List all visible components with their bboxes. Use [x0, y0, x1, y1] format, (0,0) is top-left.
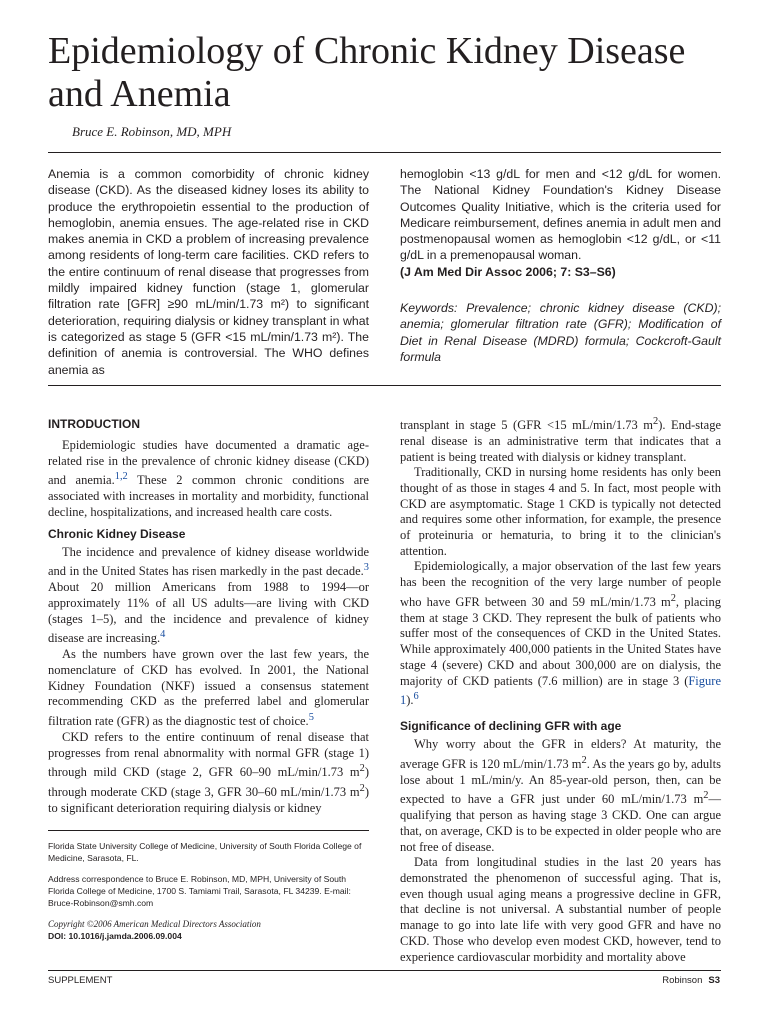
footnotes: [48, 840, 369, 942]
ckd-p3-b: ) through moderate CKD (stage 3, GFR 30–60 mL/min/1.73 m: [48, 765, 369, 800]
gfr-p1-c: —qualifying that person as having stage 3 CKD. One can argue that, on average, CKD is to be expected in older people who are not free of disease.: [400, 792, 721, 854]
footer-divider: [48, 970, 721, 971]
section-heading-introduction: INTRODUCTION: [48, 417, 140, 431]
doi: DOI: 10.1016/j.jamda.2006.09.004: [48, 931, 182, 941]
intro-tail: These 2 common chronic conditions are associated with increases in mortality and morbidity, functional decline, hospitalizations, and increased health care costs.: [48, 473, 369, 519]
abstract-text-left: Anemia is a common comorbidity of chronic kidney disease (CKD). As the diseased kidney loses its ability to produce the erythropoietin essential to the production of hemoglobin, anemia ensues. The age-related rise in CKD makes anemia in CKD a problem of increasing prevalence among residents of long-term care facilities. CKD refers to the entire continuum of renal disease that progresses from mildly impaired kidney function (stage 1, glomerular filtration rate [GFR] ≥90 mL/min/1.73 m²) to significant deterioration, requiring dialysis or kidney transplant in what is categorized as stage 5 (GFR <15 mL/min/1.73 m²). The definition of anemia is controversial. The WHO defines anemia as: [48, 167, 369, 377]
section-heading-ckd: Chronic Kidney Disease: [48, 526, 186, 541]
intro-text: Epidemiologic studies have documented a dramatic age-related rise in the prevalence of chronic kidney disease (CKD) and anemia.: [48, 438, 369, 488]
superscript-2: 2: [359, 763, 365, 775]
ckd-paragraph-1: [48, 545, 369, 648]
gfr-p1-b: . As the years go by, adults lose about 1 mL/min/y. An 85-year-old person, then, can be expected to have a GFR just under 60 mL/min/1.73 m: [400, 756, 721, 807]
ckd-paragraph-3: [48, 730, 369, 817]
body-left-column: [48, 414, 369, 817]
gfr-paragraph-1: [400, 737, 721, 855]
author-line: Bruce E. Robinson, MD, MPH: [72, 124, 232, 139]
right-p1-b: ). End-stage renal disease is an administrative term that indicates that a patient is being treated with dialysis or kidney transplant.: [400, 418, 721, 464]
gfr-paragraph-2: Data from longitudinal studies in the last 20 years has demonstrated the phenomenon of successful aging. That is, even though usual aging means a progressive decline in GFR, that decline is not universal. A substantial number of people manage to go into late life with very good GFR and have no CKD. Those who develop even modest CKD, however, tend to experience cardiovascular morbidity and mortality above: [400, 855, 721, 964]
abstract-text-right-body: hemoglobin <13 g/dL for men and <12 g/dL for women. The National Kidney Foundation's Kidney Disease Outcomes Quality Initiative, which is the criteria used for Medicare reimbursement, defines anemia in adult men and postmenopausal women as hemoglobin <12 g/dL, or <11 g/dL in a premenopausal woman.: [400, 167, 721, 263]
journal-citation: (J Am Med Dir Assoc 2006; 7: S3–S6): [400, 264, 616, 279]
ref-1-2[interactable]: 1,2: [114, 471, 128, 483]
top-divider: [48, 152, 721, 153]
correspondence-note: Address correspondence to Bruce E. Robinson, MD, MPH, University of South Florida College of Medicine, 1700 S. Tamiami Trail, Sarasota, FL 34239. E-mail: Bruce-Robinson@smh.com: [48, 874, 351, 908]
figure-1-link[interactable]: Figure 1: [400, 673, 721, 708]
ref-4[interactable]: 4: [160, 629, 166, 641]
ckd-p1-b: About 20 million Americans from 1988 to 1994—or approximately 11% of all US adults—are living with CKD (stages 1–5), and the incidence and prevalence of kidney disease are increasing.: [48, 580, 369, 646]
right-p3-c: ).: [406, 693, 414, 708]
footnote-divider: [48, 830, 369, 831]
body-right-column: [400, 414, 721, 965]
right-p3-b: , placing them at stage 3 CKD. They represent the bulk of patients who suffer most of the consequences of CKD in the United States. While approximately 400,000 patients in the United States have stage 4 (severe) CKD and about 300,000 are on dialysis, the majority of CKD patients (7.6 million) are in stage 3 (: [400, 595, 721, 688]
ckd-p2-a: As the numbers have grown over the last few years, the nomenclature of CKD has evolved. In 2001, the National Kidney Foundation (NKF) issued a consensus statement recommending CKD as the preferred label and glomerular filtration rate (GFR) as the diagnostic test of choice.: [48, 647, 369, 729]
superscript-2: 2: [703, 790, 709, 802]
right-paragraph-2: Traditionally, CKD in nursing home residents has only been thought of as those in stages 4 and 5. In fact, most people with CKD are asymptomatic. Stage 1 CKD is typically not detected and requires some other information, for example, the presence of proteinuria or hematuria, to bring it to the clinician's attention.: [400, 465, 721, 558]
abstract-right-column: [400, 166, 721, 365]
footer-section-label: SUPPLEMENT: [48, 975, 113, 986]
article-title: Epidemiology of Chronic Kidney Disease and Anemia: [48, 30, 686, 115]
ckd-p3-c: ) to significant deterioration requiring dialysis or kidney: [48, 785, 369, 815]
right-paragraph-3: [400, 559, 721, 709]
right-p1-a: transplant in stage 5 (GFR <15 mL/min/1.73 m: [400, 418, 653, 433]
copyright-note: Copyright ©2006 American Medical Directors Association: [48, 919, 261, 929]
intro-paragraph: [48, 438, 369, 521]
right-p3-a: Epidemiologically, a major observation of the last few years has been the recognition of the very large number of people who have GFR between 30 and 59 mL/min/1.73 m: [400, 559, 721, 610]
ref-3[interactable]: 3: [363, 562, 369, 574]
right-paragraph-1: [400, 414, 721, 465]
abstract-divider: [48, 385, 721, 386]
superscript-2: 2: [581, 754, 587, 766]
footer-author: Robinson: [662, 975, 703, 986]
abstract-text-right: [400, 166, 721, 280]
abstract-left-column: [48, 166, 369, 378]
keywords: Keywords: Prevalence; chronic kidney disease (CKD); anemia; glomerular filtration rate (GFR); Modification of Diet in Renal Disease (MDRD) formula; Cockcroft-Gault formula: [400, 301, 721, 364]
superscript-2: 2: [653, 416, 659, 427]
affiliation-note: Florida State University College of Medicine, University of South Florida College of Medicine, Sarasota, FL.: [48, 841, 362, 863]
ref-6[interactable]: 6: [413, 691, 419, 703]
gfr-p1-a: Why worry about the GFR in elders? At maturity, the average GFR is 120 mL/min/1.73 m: [400, 737, 721, 771]
ckd-p1-a: The incidence and prevalence of kidney disease worldwide and in the United States has risen markedly in the past decade.: [48, 544, 369, 579]
ckd-paragraph-2: [48, 647, 369, 730]
superscript-2: 2: [359, 783, 365, 795]
ref-5[interactable]: 5: [308, 712, 314, 724]
superscript-2: 2: [670, 592, 676, 604]
section-heading-gfr: Significance of declining GFR with age: [400, 719, 622, 734]
footer-page-info: [662, 975, 720, 986]
page-number: S3: [708, 975, 720, 986]
ckd-p3-a: CKD refers to the entire continuum of renal disease that progresses from renal abnormality with normal GFR (stage 1) through mild CKD (stage 2, GFR 60–90 mL/min/1.73 m: [48, 729, 369, 780]
